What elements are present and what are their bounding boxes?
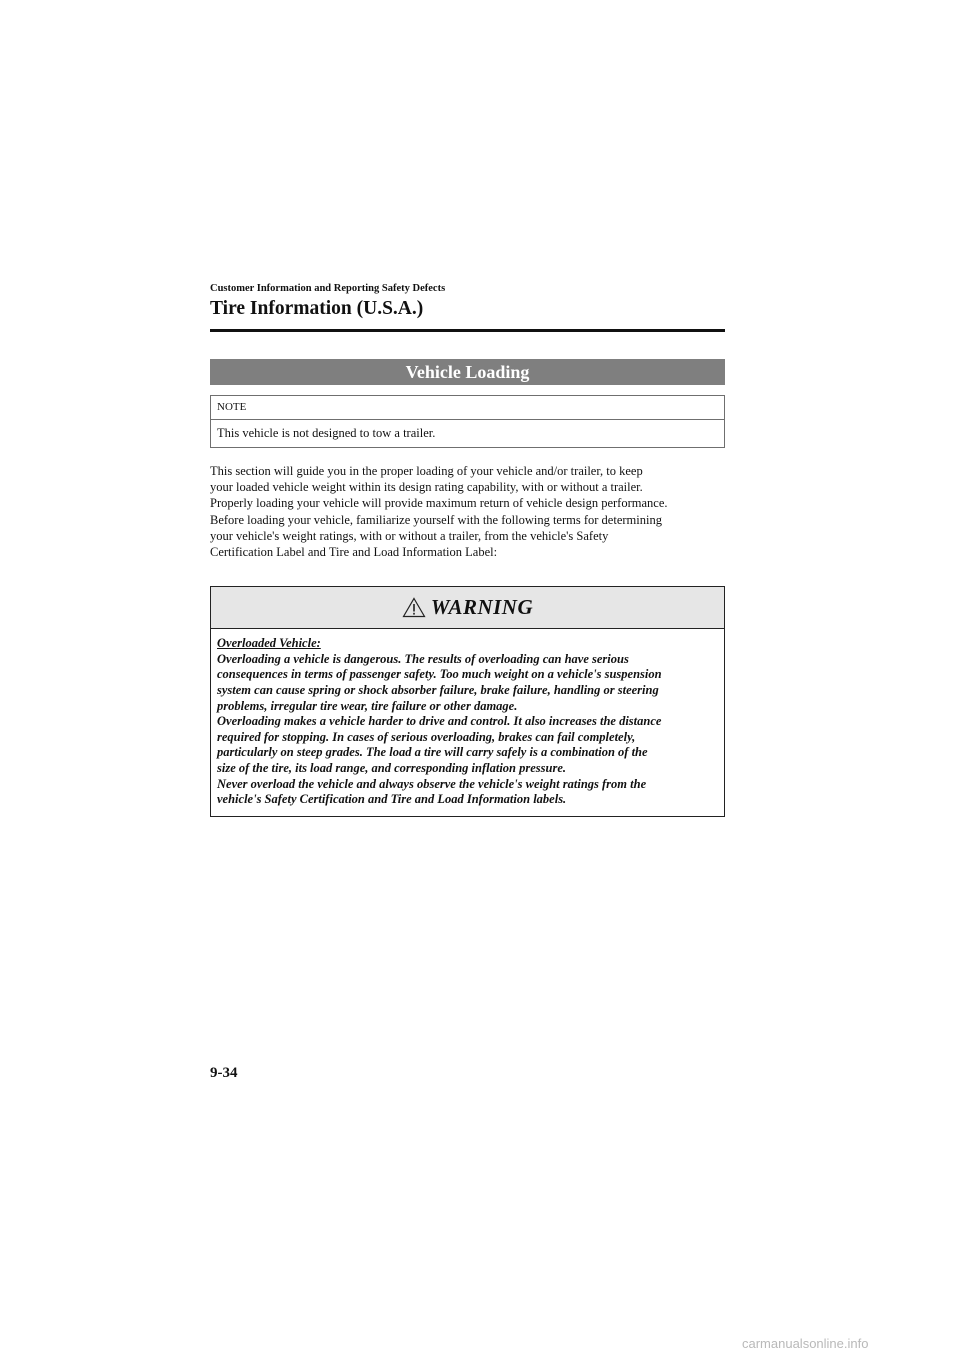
warning-paragraph-3: Never overload the vehicle and always observe the vehicle's weight ratings from the vehicle's Safety Certification and Tire and Load Information labels. [217,776,647,807]
watermark: carmanualsonline.info [742,1336,869,1351]
page-content [210,282,725,817]
note-label: NOTE [211,396,724,420]
chapter-title: Customer Information and Reporting Safety Defects [210,283,446,294]
title-rule [210,329,725,332]
warning-paragraph-2: Overloading makes a vehicle harder to drive and control. It also increases the distance required for stopping. In cases of serious overloading, brakes can fail completely, particularly on steep grades. The load a tire will carry safely is a combination of the size of the tire, its load range, and corresponding inflation pressure. [217,714,662,775]
warning-label: WARNING [430,595,534,620]
note-box [210,395,725,448]
warning-box [210,586,725,817]
body-paragraph: This section will guide you in the proper loading of your vehicle and/or trailer, to keep your loaded vehicle weight within its design rating capability, with or without a trailer. Properly loading your vehicle will provide maximum return of vehicle design performance. Before loading your vehicle, familiarize yourself with the following terms for determining your vehicle's weight ratings, with or without a trailer, from the vehicle's Safety Certification Label and Tire and Load Information Label: [210,464,668,560]
page-number: 9-34 [210,1065,238,1081]
warning-body [211,629,724,816]
section-title: Tire Information (U.S.A.) [210,298,424,319]
note-text: This vehicle is not designed to tow a trailer. [217,426,436,440]
warning-paragraph-1: Overloading a vehicle is dangerous. The results of overloading can have serious consequences in terms of passenger safety. Too much weight on a vehicle's suspension system can cause spring or shock absorber failure, brake failure, handling or steering problems, irregular tire wear, tire failure or other damage. [217,651,662,713]
warning-subhead: Overloaded Vehicle: [217,636,321,651]
section-banner: Vehicle Loading [210,359,725,385]
warning-header [211,587,724,629]
warning-triangle-icon [402,597,426,618]
